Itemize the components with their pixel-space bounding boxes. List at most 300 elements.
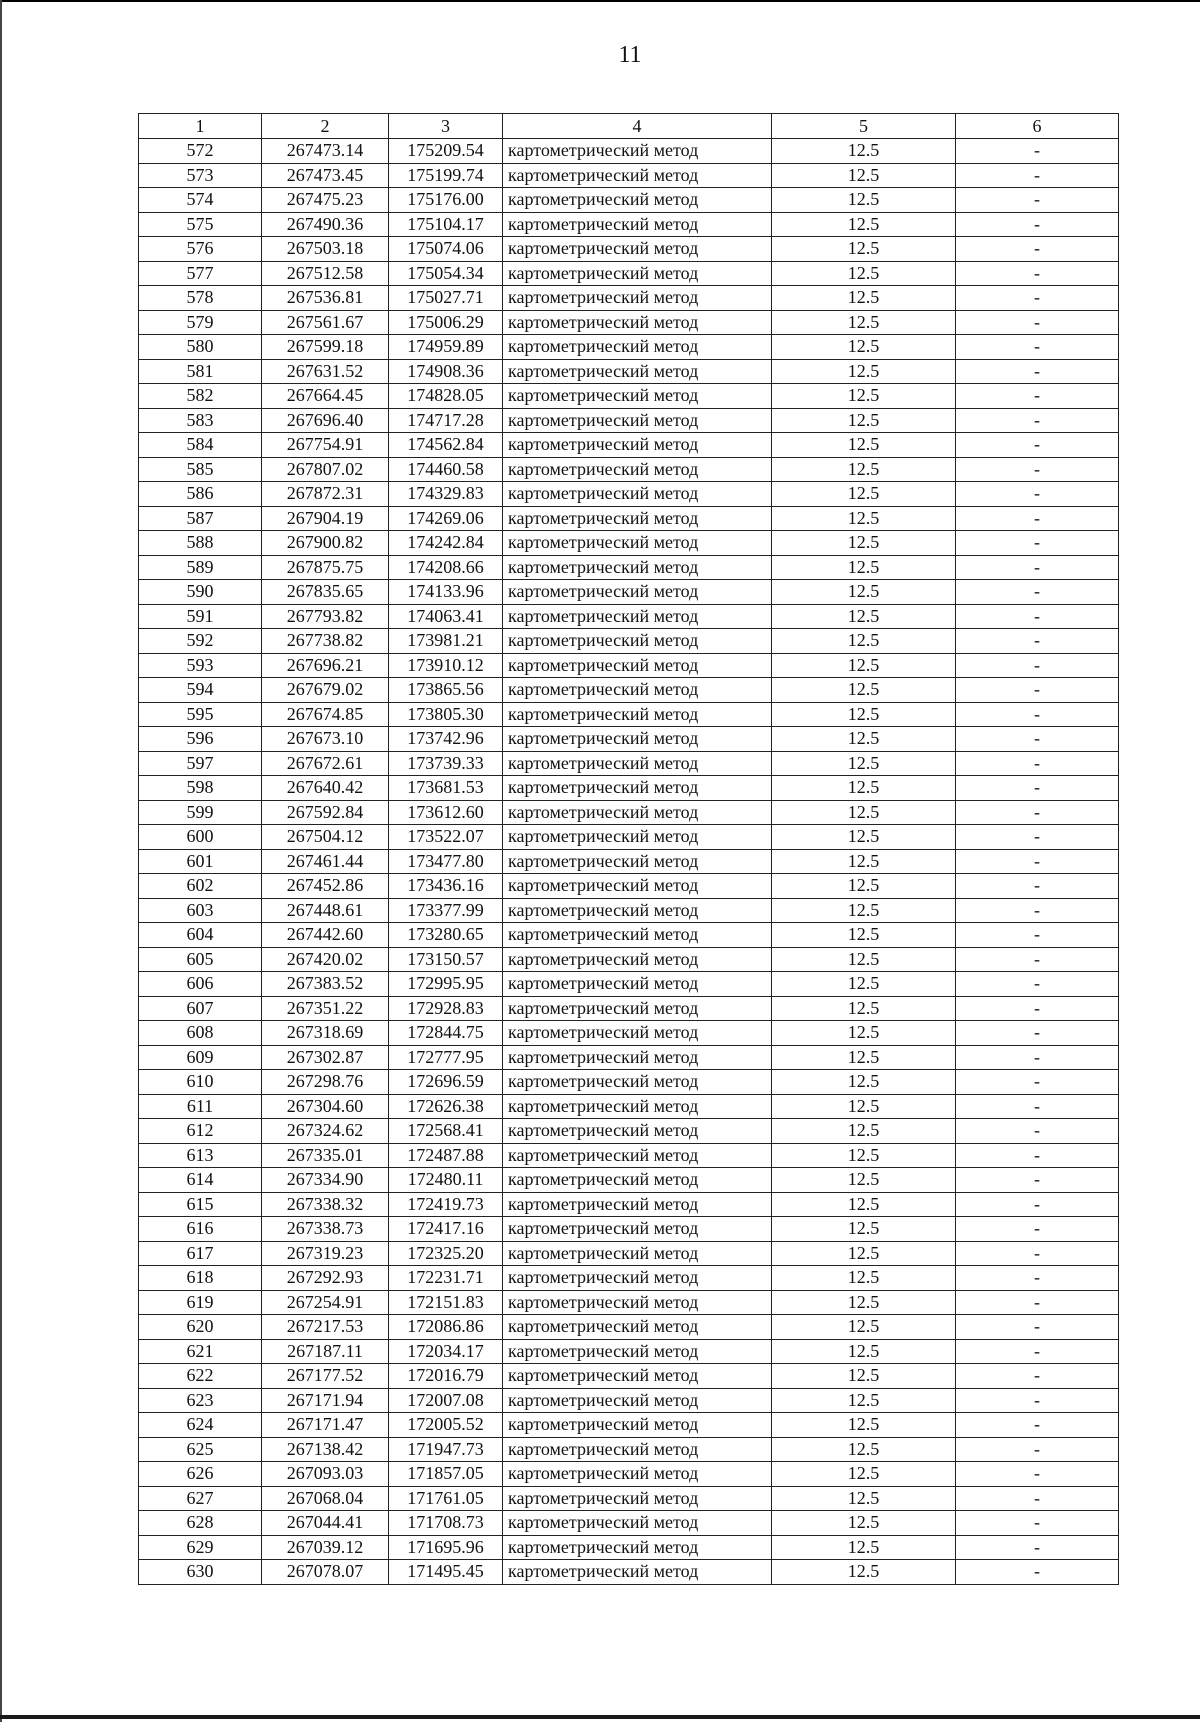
point-number-cell: 599 (139, 800, 262, 825)
accuracy-cell: 12.5 (772, 335, 956, 360)
accuracy-cell: 12.5 (772, 1388, 956, 1413)
method-cell: картометрический метод (503, 1413, 772, 1438)
method-cell: картометрический метод (503, 898, 772, 923)
accuracy-cell: 12.5 (772, 1217, 956, 1242)
method-cell: картометрический метод (503, 1021, 772, 1046)
method-cell: картометрический метод (503, 286, 772, 311)
accuracy-cell: 12.5 (772, 874, 956, 899)
x-coordinate-cell: 267793.82 (262, 604, 389, 629)
x-coordinate-cell: 267504.12 (262, 825, 389, 850)
point-number-cell: 589 (139, 555, 262, 580)
y-coordinate-cell: 172325.20 (389, 1241, 503, 1266)
description-cell: - (956, 996, 1119, 1021)
description-cell: - (956, 1266, 1119, 1291)
description-cell: - (956, 237, 1119, 262)
table-row (139, 1119, 1119, 1144)
accuracy-cell: 12.5 (772, 849, 956, 874)
description-cell: - (956, 1560, 1119, 1585)
coordinates-table (138, 113, 1119, 1585)
x-coordinate-cell: 267631.52 (262, 359, 389, 384)
point-number-cell: 614 (139, 1168, 262, 1193)
description-cell: - (956, 1094, 1119, 1119)
point-number-cell: 588 (139, 531, 262, 556)
table-row (139, 580, 1119, 605)
y-coordinate-cell: 173742.96 (389, 727, 503, 752)
table-row (139, 1315, 1119, 1340)
y-coordinate-cell: 173981.21 (389, 629, 503, 654)
table-row (139, 1462, 1119, 1487)
accuracy-cell: 12.5 (772, 1462, 956, 1487)
x-coordinate-cell: 267900.82 (262, 531, 389, 556)
y-coordinate-cell: 175054.34 (389, 261, 503, 286)
description-cell: - (956, 1021, 1119, 1046)
description-cell: - (956, 751, 1119, 776)
table-row (139, 923, 1119, 948)
accuracy-cell: 12.5 (772, 163, 956, 188)
x-coordinate-cell: 267664.45 (262, 384, 389, 409)
point-number-cell: 581 (139, 359, 262, 384)
y-coordinate-cell: 172417.16 (389, 1217, 503, 1242)
table-row (139, 751, 1119, 776)
accuracy-cell: 12.5 (772, 604, 956, 629)
accuracy-cell: 12.5 (772, 139, 956, 164)
y-coordinate-cell: 173805.30 (389, 702, 503, 727)
x-coordinate-cell: 267473.14 (262, 139, 389, 164)
x-coordinate-cell: 267592.84 (262, 800, 389, 825)
method-cell: картометрический метод (503, 1339, 772, 1364)
method-cell: картометрический метод (503, 1388, 772, 1413)
point-number-cell: 592 (139, 629, 262, 654)
y-coordinate-cell: 173280.65 (389, 923, 503, 948)
accuracy-cell: 12.5 (772, 1339, 956, 1364)
description-cell: - (956, 1241, 1119, 1266)
accuracy-cell: 12.5 (772, 286, 956, 311)
point-number-cell: 624 (139, 1413, 262, 1438)
y-coordinate-cell: 171857.05 (389, 1462, 503, 1487)
point-number-cell: 598 (139, 776, 262, 801)
point-number-cell: 606 (139, 972, 262, 997)
header-cell-x-coordinate: 2 (262, 114, 389, 139)
accuracy-cell: 12.5 (772, 702, 956, 727)
table-row (139, 678, 1119, 703)
method-cell: картометрический метод (503, 874, 772, 899)
description-cell: - (956, 727, 1119, 752)
method-cell: картометрический метод (503, 629, 772, 654)
y-coordinate-cell: 172568.41 (389, 1119, 503, 1144)
point-number-cell: 580 (139, 335, 262, 360)
y-coordinate-cell: 172995.95 (389, 972, 503, 997)
y-coordinate-cell: 172626.38 (389, 1094, 503, 1119)
y-coordinate-cell: 174908.36 (389, 359, 503, 384)
description-cell: - (956, 188, 1119, 213)
description-cell: - (956, 531, 1119, 556)
description-cell: - (956, 261, 1119, 286)
description-cell: - (956, 947, 1119, 972)
point-number-cell: 615 (139, 1192, 262, 1217)
accuracy-cell: 12.5 (772, 678, 956, 703)
x-coordinate-cell: 267473.45 (262, 163, 389, 188)
point-number-cell: 613 (139, 1143, 262, 1168)
accuracy-cell: 12.5 (772, 776, 956, 801)
table-row (139, 261, 1119, 286)
method-cell: картометрический метод (503, 163, 772, 188)
x-coordinate-cell: 267093.03 (262, 1462, 389, 1487)
y-coordinate-cell: 173681.53 (389, 776, 503, 801)
x-coordinate-cell: 267068.04 (262, 1486, 389, 1511)
y-coordinate-cell: 171947.73 (389, 1437, 503, 1462)
x-coordinate-cell: 267672.61 (262, 751, 389, 776)
x-coordinate-cell: 267738.82 (262, 629, 389, 654)
x-coordinate-cell: 267334.90 (262, 1168, 389, 1193)
description-cell: - (956, 139, 1119, 164)
x-coordinate-cell: 267302.87 (262, 1045, 389, 1070)
point-number-cell: 617 (139, 1241, 262, 1266)
y-coordinate-cell: 172005.52 (389, 1413, 503, 1438)
point-number-cell: 600 (139, 825, 262, 850)
x-coordinate-cell: 267461.44 (262, 849, 389, 874)
table-row (139, 408, 1119, 433)
method-cell: картометрический метод (503, 457, 772, 482)
accuracy-cell: 12.5 (772, 237, 956, 262)
y-coordinate-cell: 172696.59 (389, 1070, 503, 1095)
y-coordinate-cell: 172487.88 (389, 1143, 503, 1168)
accuracy-cell: 12.5 (772, 947, 956, 972)
point-number-cell: 610 (139, 1070, 262, 1095)
y-coordinate-cell: 172844.75 (389, 1021, 503, 1046)
description-cell: - (956, 286, 1119, 311)
accuracy-cell: 12.5 (772, 1143, 956, 1168)
scan-top-edge (0, 0, 1200, 2)
table-row (139, 1168, 1119, 1193)
x-coordinate-cell: 267078.07 (262, 1560, 389, 1585)
accuracy-cell: 12.5 (772, 1168, 956, 1193)
point-number-cell: 575 (139, 212, 262, 237)
accuracy-cell: 12.5 (772, 800, 956, 825)
x-coordinate-cell: 267187.11 (262, 1339, 389, 1364)
x-coordinate-cell: 267536.81 (262, 286, 389, 311)
x-coordinate-cell: 267171.94 (262, 1388, 389, 1413)
method-cell: картометрический метод (503, 1437, 772, 1462)
description-cell: - (956, 898, 1119, 923)
y-coordinate-cell: 171695.96 (389, 1535, 503, 1560)
description-cell: - (956, 580, 1119, 605)
method-cell: картометрический метод (503, 1241, 772, 1266)
point-number-cell: 611 (139, 1094, 262, 1119)
accuracy-cell: 12.5 (772, 972, 956, 997)
accuracy-cell: 12.5 (772, 898, 956, 923)
accuracy-cell: 12.5 (772, 629, 956, 654)
y-coordinate-cell: 174208.66 (389, 555, 503, 580)
accuracy-cell: 12.5 (772, 408, 956, 433)
x-coordinate-cell: 267512.58 (262, 261, 389, 286)
method-cell: картометрический метод (503, 506, 772, 531)
method-cell: картометрический метод (503, 1486, 772, 1511)
point-number-cell: 612 (139, 1119, 262, 1144)
x-coordinate-cell: 267217.53 (262, 1315, 389, 1340)
header-cell-y-coordinate: 3 (389, 114, 503, 139)
scan-left-edge (0, 0, 2, 1722)
method-cell: картометрический метод (503, 1045, 772, 1070)
accuracy-cell: 12.5 (772, 1094, 956, 1119)
scan-bottom-edge (0, 1715, 1200, 1719)
description-cell: - (956, 1437, 1119, 1462)
y-coordinate-cell: 173477.80 (389, 849, 503, 874)
x-coordinate-cell: 267420.02 (262, 947, 389, 972)
table-row (139, 604, 1119, 629)
y-coordinate-cell: 173865.56 (389, 678, 503, 703)
y-coordinate-cell: 175104.17 (389, 212, 503, 237)
accuracy-cell: 12.5 (772, 1021, 956, 1046)
accuracy-cell: 12.5 (772, 825, 956, 850)
y-coordinate-cell: 175176.00 (389, 188, 503, 213)
point-number-cell: 597 (139, 751, 262, 776)
table-row (139, 874, 1119, 899)
table-row (139, 1192, 1119, 1217)
accuracy-cell: 12.5 (772, 751, 956, 776)
description-cell: - (956, 800, 1119, 825)
method-cell: картометрический метод (503, 212, 772, 237)
description-cell: - (956, 702, 1119, 727)
point-number-cell: 616 (139, 1217, 262, 1242)
method-cell: картометрический метод (503, 1290, 772, 1315)
x-coordinate-cell: 267490.36 (262, 212, 389, 237)
method-cell: картометрический метод (503, 384, 772, 409)
point-number-cell: 582 (139, 384, 262, 409)
description-cell: - (956, 1290, 1119, 1315)
method-cell: картометрический метод (503, 433, 772, 458)
table-row (139, 776, 1119, 801)
method-cell: картометрический метод (503, 653, 772, 678)
accuracy-cell: 12.5 (772, 1192, 956, 1217)
description-cell: - (956, 972, 1119, 997)
header-cell-method: 4 (503, 114, 772, 139)
y-coordinate-cell: 174269.06 (389, 506, 503, 531)
table-row (139, 1511, 1119, 1536)
point-number-cell: 604 (139, 923, 262, 948)
table-row (139, 1290, 1119, 1315)
description-cell: - (956, 384, 1119, 409)
description-cell: - (956, 1462, 1119, 1487)
method-cell: картометрический метод (503, 923, 772, 948)
y-coordinate-cell: 174828.05 (389, 384, 503, 409)
y-coordinate-cell: 172231.71 (389, 1266, 503, 1291)
point-number-cell: 602 (139, 874, 262, 899)
table-row (139, 653, 1119, 678)
y-coordinate-cell: 175209.54 (389, 139, 503, 164)
table-row (139, 163, 1119, 188)
table-row (139, 1388, 1119, 1413)
accuracy-cell: 12.5 (772, 1437, 956, 1462)
x-coordinate-cell: 267171.47 (262, 1413, 389, 1438)
description-cell: - (956, 653, 1119, 678)
x-coordinate-cell: 267904.19 (262, 506, 389, 531)
method-cell: картометрический метод (503, 1143, 772, 1168)
accuracy-cell: 12.5 (772, 923, 956, 948)
method-cell: картометрический метод (503, 1315, 772, 1340)
table-row (139, 139, 1119, 164)
table-row (139, 531, 1119, 556)
method-cell: картометрический метод (503, 580, 772, 605)
accuracy-cell: 12.5 (772, 580, 956, 605)
point-number-cell: 625 (139, 1437, 262, 1462)
x-coordinate-cell: 267319.23 (262, 1241, 389, 1266)
description-cell: - (956, 923, 1119, 948)
table-row (139, 482, 1119, 507)
point-number-cell: 586 (139, 482, 262, 507)
table-row (139, 555, 1119, 580)
y-coordinate-cell: 174460.58 (389, 457, 503, 482)
description-cell: - (956, 1119, 1119, 1144)
y-coordinate-cell: 174959.89 (389, 335, 503, 360)
description-cell: - (956, 1070, 1119, 1095)
table-row (139, 629, 1119, 654)
x-coordinate-cell: 267324.62 (262, 1119, 389, 1144)
y-coordinate-cell: 175006.29 (389, 310, 503, 335)
x-coordinate-cell: 267338.32 (262, 1192, 389, 1217)
method-cell: картометрический метод (503, 972, 772, 997)
method-cell: картометрический метод (503, 408, 772, 433)
method-cell: картометрический метод (503, 335, 772, 360)
table-row (139, 335, 1119, 360)
table-row (139, 1045, 1119, 1070)
point-number-cell: 628 (139, 1511, 262, 1536)
point-number-cell: 596 (139, 727, 262, 752)
point-number-cell: 591 (139, 604, 262, 629)
x-coordinate-cell: 267640.42 (262, 776, 389, 801)
table-row (139, 1217, 1119, 1242)
x-coordinate-cell: 267304.60 (262, 1094, 389, 1119)
x-coordinate-cell: 267674.85 (262, 702, 389, 727)
y-coordinate-cell: 174063.41 (389, 604, 503, 629)
method-cell: картометрический метод (503, 1462, 772, 1487)
accuracy-cell: 12.5 (772, 212, 956, 237)
accuracy-cell: 12.5 (772, 653, 956, 678)
y-coordinate-cell: 174242.84 (389, 531, 503, 556)
y-coordinate-cell: 175199.74 (389, 163, 503, 188)
table-row (139, 972, 1119, 997)
method-cell: картометрический метод (503, 825, 772, 850)
description-cell: - (956, 433, 1119, 458)
x-coordinate-cell: 267696.21 (262, 653, 389, 678)
header-cell-accuracy: 5 (772, 114, 956, 139)
y-coordinate-cell: 172928.83 (389, 996, 503, 1021)
y-coordinate-cell: 173377.99 (389, 898, 503, 923)
method-cell: картометрический метод (503, 678, 772, 703)
accuracy-cell: 12.5 (772, 261, 956, 286)
x-coordinate-cell: 267335.01 (262, 1143, 389, 1168)
table-row (139, 286, 1119, 311)
accuracy-cell: 12.5 (772, 1045, 956, 1070)
x-coordinate-cell: 267039.12 (262, 1535, 389, 1560)
description-cell: - (956, 555, 1119, 580)
table-row (139, 1094, 1119, 1119)
point-number-cell: 587 (139, 506, 262, 531)
table-row (139, 702, 1119, 727)
description-cell: - (956, 335, 1119, 360)
accuracy-cell: 12.5 (772, 555, 956, 580)
description-cell: - (956, 604, 1119, 629)
point-number-cell: 622 (139, 1364, 262, 1389)
method-cell: картометрический метод (503, 849, 772, 874)
description-cell: - (956, 1388, 1119, 1413)
point-number-cell: 576 (139, 237, 262, 262)
point-number-cell: 583 (139, 408, 262, 433)
accuracy-cell: 12.5 (772, 433, 956, 458)
y-coordinate-cell: 172086.86 (389, 1315, 503, 1340)
accuracy-cell: 12.5 (772, 1560, 956, 1585)
y-coordinate-cell: 172151.83 (389, 1290, 503, 1315)
y-coordinate-cell: 174562.84 (389, 433, 503, 458)
point-number-cell: 593 (139, 653, 262, 678)
y-coordinate-cell: 171708.73 (389, 1511, 503, 1536)
x-coordinate-cell: 267599.18 (262, 335, 389, 360)
accuracy-cell: 12.5 (772, 996, 956, 1021)
y-coordinate-cell: 173910.12 (389, 653, 503, 678)
table-row (139, 800, 1119, 825)
point-number-cell: 618 (139, 1266, 262, 1291)
x-coordinate-cell: 267872.31 (262, 482, 389, 507)
table-row (139, 1266, 1119, 1291)
y-coordinate-cell: 174329.83 (389, 482, 503, 507)
x-coordinate-cell: 267254.91 (262, 1290, 389, 1315)
table-row (139, 310, 1119, 335)
x-coordinate-cell: 267679.02 (262, 678, 389, 703)
point-number-cell: 601 (139, 849, 262, 874)
point-number-cell: 578 (139, 286, 262, 311)
description-cell: - (956, 163, 1119, 188)
accuracy-cell: 12.5 (772, 1070, 956, 1095)
y-coordinate-cell: 175074.06 (389, 237, 503, 262)
y-coordinate-cell: 172016.79 (389, 1364, 503, 1389)
description-cell: - (956, 1143, 1119, 1168)
method-cell: картометрический метод (503, 1535, 772, 1560)
table-row (139, 1486, 1119, 1511)
table-row (139, 947, 1119, 972)
y-coordinate-cell: 172777.95 (389, 1045, 503, 1070)
description-cell: - (956, 678, 1119, 703)
point-number-cell: 627 (139, 1486, 262, 1511)
point-number-cell: 621 (139, 1339, 262, 1364)
point-number-cell: 579 (139, 310, 262, 335)
table-row (139, 1241, 1119, 1266)
method-cell: картометрический метод (503, 1266, 772, 1291)
accuracy-cell: 12.5 (772, 1315, 956, 1340)
method-cell: картометрический метод (503, 751, 772, 776)
y-coordinate-cell: 172007.08 (389, 1388, 503, 1413)
x-coordinate-cell: 267338.73 (262, 1217, 389, 1242)
description-cell: - (956, 1511, 1119, 1536)
x-coordinate-cell: 267442.60 (262, 923, 389, 948)
accuracy-cell: 12.5 (772, 457, 956, 482)
accuracy-cell: 12.5 (772, 1119, 956, 1144)
description-cell: - (956, 1315, 1119, 1340)
point-number-cell: 603 (139, 898, 262, 923)
y-coordinate-cell: 173522.07 (389, 825, 503, 850)
description-cell: - (956, 408, 1119, 433)
x-coordinate-cell: 267044.41 (262, 1511, 389, 1536)
y-coordinate-cell: 173436.16 (389, 874, 503, 899)
method-cell: картометрический метод (503, 1217, 772, 1242)
header-row (139, 114, 1119, 139)
point-number-cell: 605 (139, 947, 262, 972)
x-coordinate-cell: 267807.02 (262, 457, 389, 482)
x-coordinate-cell: 267875.75 (262, 555, 389, 580)
method-cell: картометрический метод (503, 1192, 772, 1217)
method-cell: картометрический метод (503, 482, 772, 507)
method-cell: картометрический метод (503, 604, 772, 629)
x-coordinate-cell: 267383.52 (262, 972, 389, 997)
x-coordinate-cell: 267318.69 (262, 1021, 389, 1046)
